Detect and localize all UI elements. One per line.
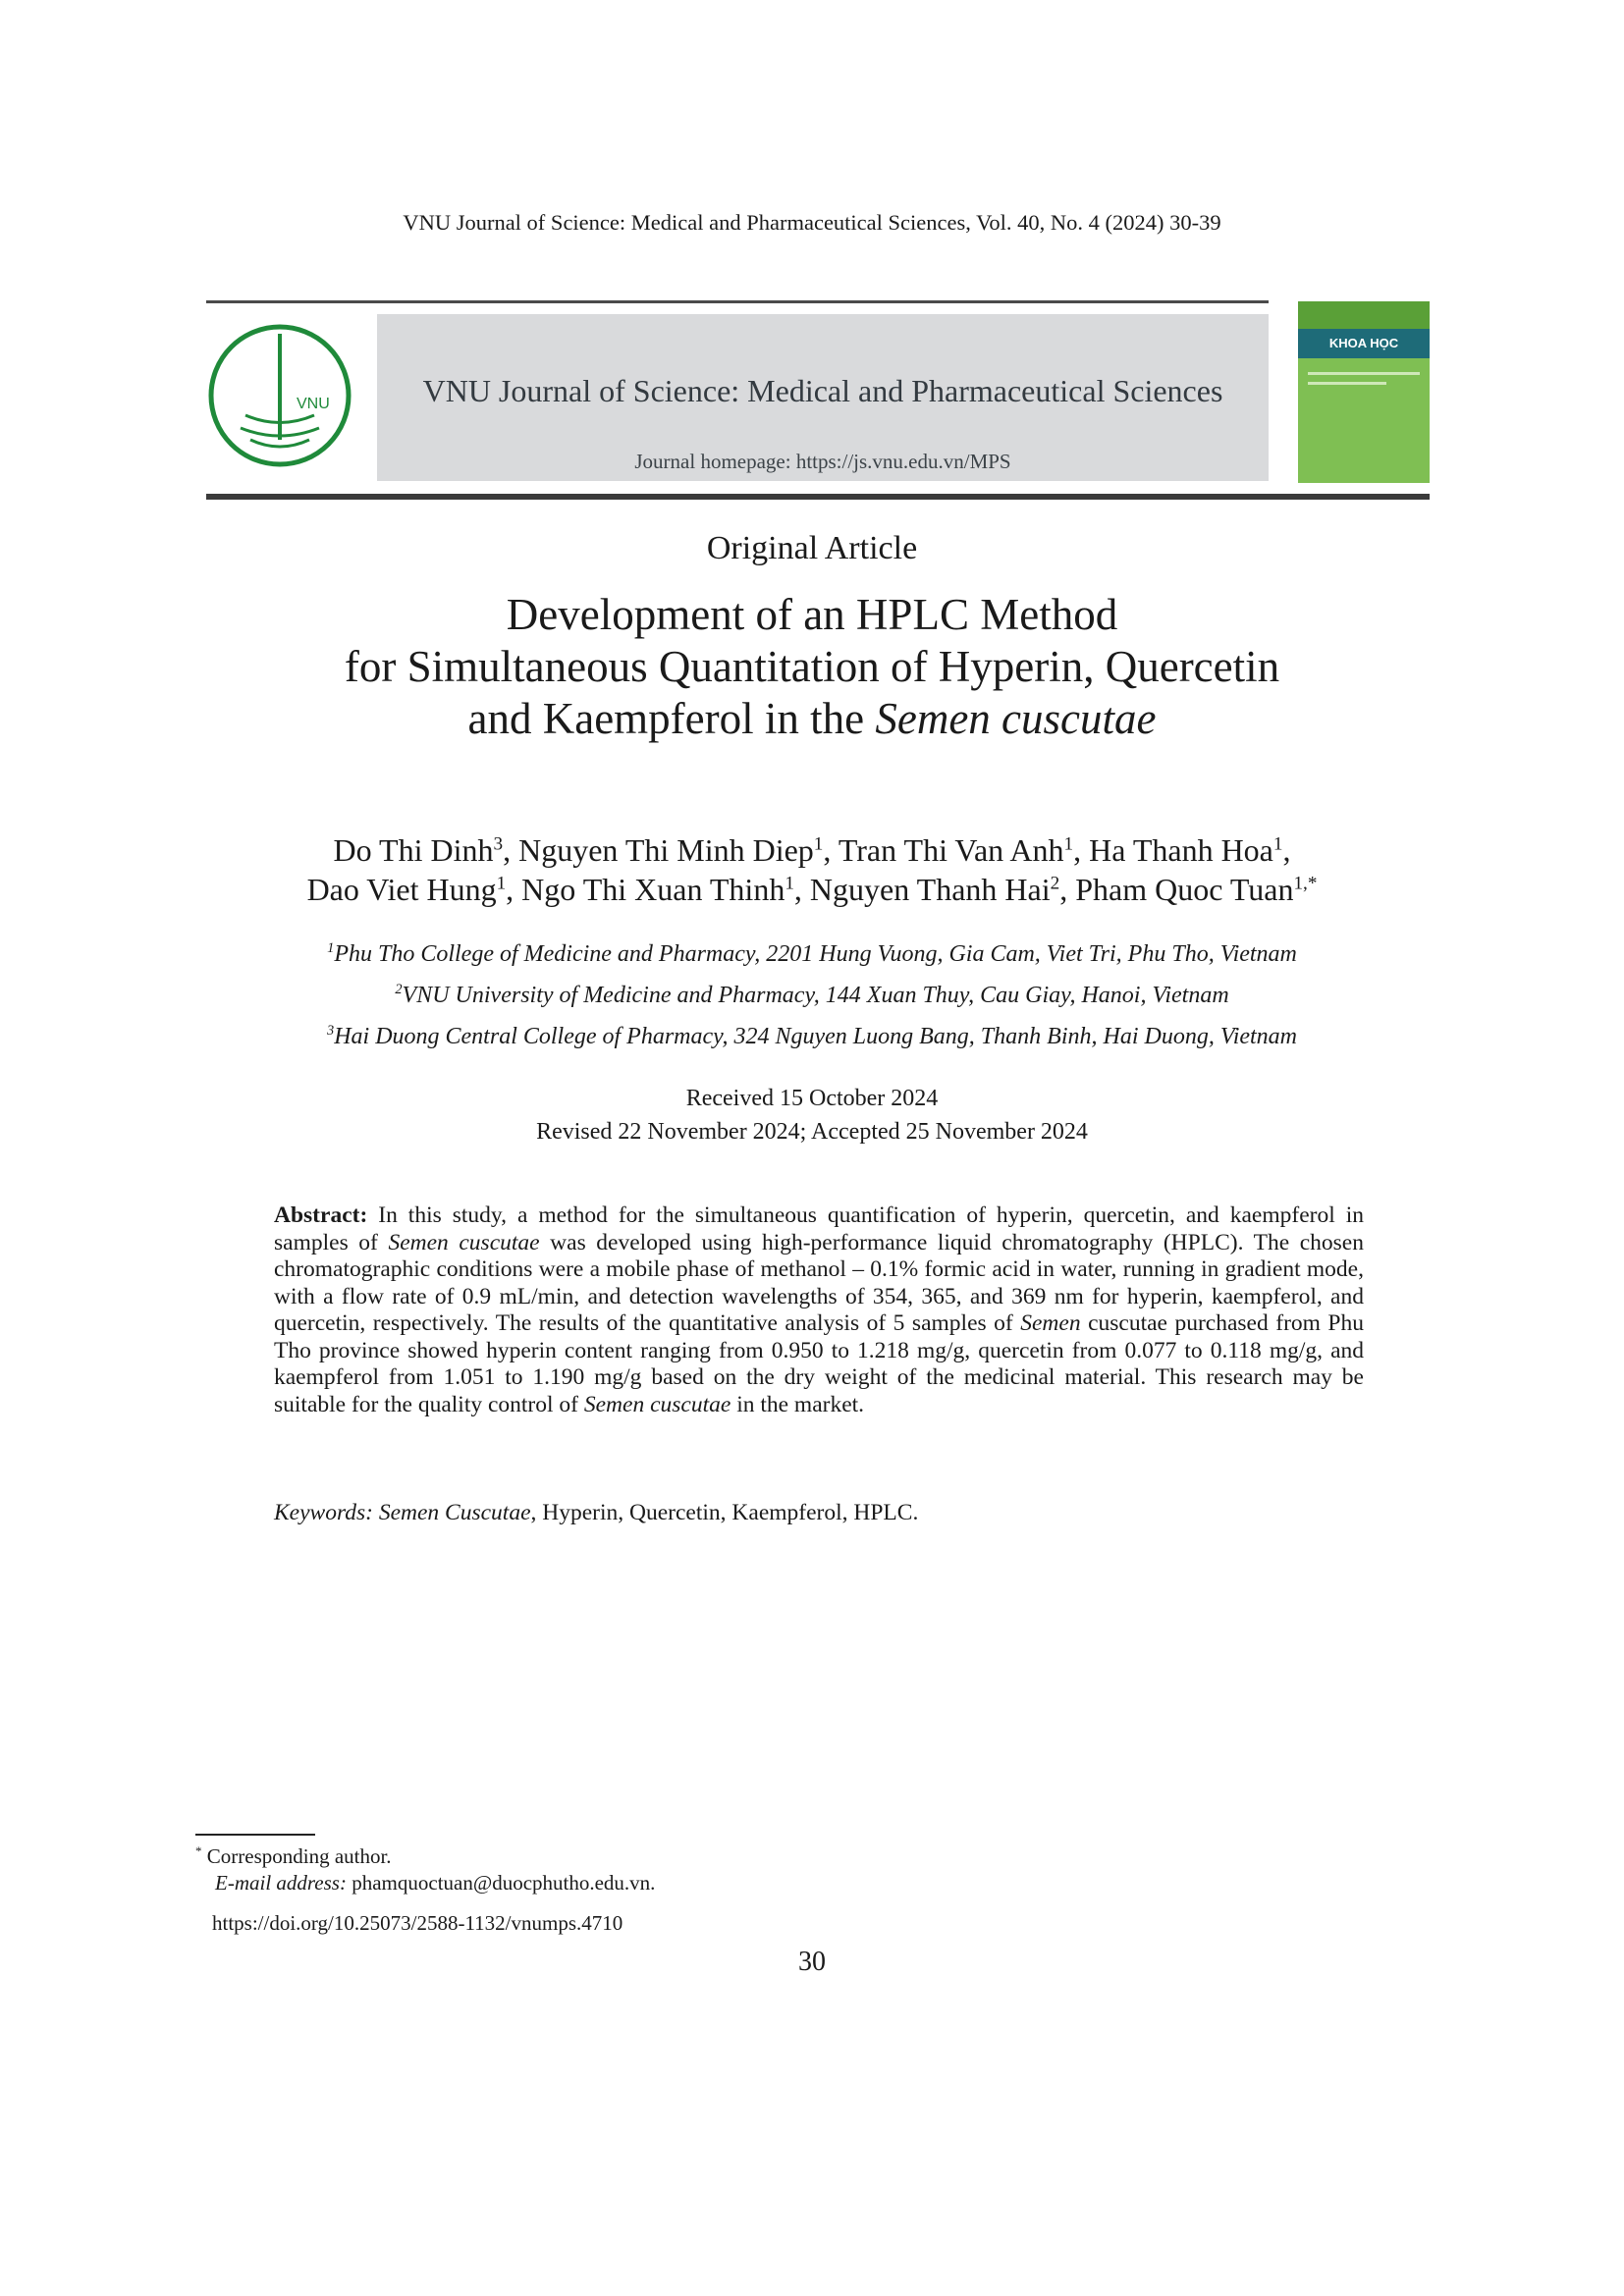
banner-homepage: Journal homepage: https://js.vnu.edu.vn/MPS — [634, 450, 1011, 473]
article-title — [0, 589, 1624, 745]
abstract: Abstract: In this study, a method for the simultaneous quantification of hyperin, quercetin, and kaempferol in samples of Semen cuscutae was developed using high-performance liquid chromatography (HPLC). The chosen chromatographic conditions were a mobile phase of methanol – 0.1% formic acid in water, running in gradient mode, with a flow rate of 0.9 mL/min, and detection wavelengths of 354, 365, and 369 nm for hyperin, kaempferol, and quercetin, respectively. The results of the quantitative analysis of 5 samples of Semen cuscutae purchased from Phu Tho province showed hyperin content ranging from 0.950 to 1.218 mg/g, quercetin from 0.077 to 0.118 mg/g, and kaempferol from 1.051 to 1.190 mg/g based on the dry weight of the medicinal material. This research may be suitable for the quality control of Semen cuscutae in the market. — [274, 1202, 1364, 1417]
running-head: VNU Journal of Science: Medical and Pharmaceutical Sciences, Vol. 40, No. 4 (2024) 30-39 — [403, 210, 1221, 235]
cover-title: KHOA HỌC — [1298, 329, 1430, 358]
page-number: 30 — [798, 1947, 826, 1977]
author-list — [0, 830, 1624, 909]
author: Nguyen Thi Minh Diep — [518, 832, 814, 868]
doi-link[interactable]: https://doi.org/10.25073/2588-1132/vnumps.4710 — [212, 1911, 623, 1935]
journal-cover-thumbnail — [1298, 301, 1430, 483]
footnote-corresponding: * Corresponding author. — [195, 1843, 392, 1868]
title-line-1: Development of an HPLC Method — [506, 590, 1118, 639]
author: Do Thi Dinh — [333, 832, 494, 868]
affiliation-2: $^2$VNU University of Medicine and Pharmacy, 144 Xuan Thuy, Cau Giay, Hanoi, Vietnam — [395, 982, 1229, 1008]
vnu-logo — [206, 322, 353, 469]
author: Nguyen Thanh Hai — [809, 872, 1051, 907]
article-category: Original Article — [706, 530, 918, 566]
author-line-2: Dao Viet Hung$^1$, Ngo Thi Xuan Thinh$^1$, Nguyen Thanh Hai$^2$, Pham Quoc Tuan$^{1,*}$ — [306, 872, 1318, 907]
author: Pham Quoc Tuan — [1075, 872, 1294, 907]
title-line-3: and Kaempferol in the Semen cuscutae — [467, 694, 1157, 743]
abstract-label: Abstract: — [274, 1202, 368, 1228]
author: Ngo Thi Xuan Thinh — [521, 872, 785, 907]
svg-text:VNU: VNU — [297, 396, 330, 412]
footnote-rule — [195, 1834, 315, 1836]
author: Ha Thanh Hoa — [1089, 832, 1273, 868]
keywords-label: Keywords: — [274, 1500, 379, 1525]
author: Tran Thi Van Anh — [838, 832, 1064, 868]
revised-accepted-date: Revised 22 November 2024; Accepted 25 November 2024 — [536, 1119, 1088, 1145]
author: Dao Viet Hung — [306, 872, 497, 907]
author-line-1: Do Thi Dinh$^3$, Nguyen Thi Minh Diep$^1$, Tran Thi Van Anh$^1$, Ha Thanh Hoa$^1$, — [333, 832, 1291, 868]
banner-journal-name: VNU Journal of Science: Medical and Pharmaceutical Sciences — [422, 373, 1223, 408]
footnote-email: E-mail address: phamquoctuan@duocphutho.edu.vn. — [215, 1871, 656, 1895]
header-rule — [206, 300, 1269, 303]
header-rule-thick — [206, 494, 1430, 500]
keywords: Keywords: Semen Cuscutae, Hyperin, Quercetin, Kaempferol, HPLC. — [274, 1500, 919, 1525]
received-date: Received 15 October 2024 — [685, 1086, 939, 1111]
affiliation-3: $^3$Hai Duong Central College of Pharmacy, 324 Nguyen Luong Bang, Thanh Binh, Hai Duong, Vietnam — [326, 1023, 1298, 1049]
affiliation-1: $^1$Phu Tho College of Medicine and Pharmacy, 2201 Hung Vuong, Gia Cam, Viet Tri, Phu Tho, Vietnam — [327, 940, 1297, 967]
title-line-2: for Simultaneous Quantitation of Hyperin, Quercetin — [344, 642, 1280, 691]
